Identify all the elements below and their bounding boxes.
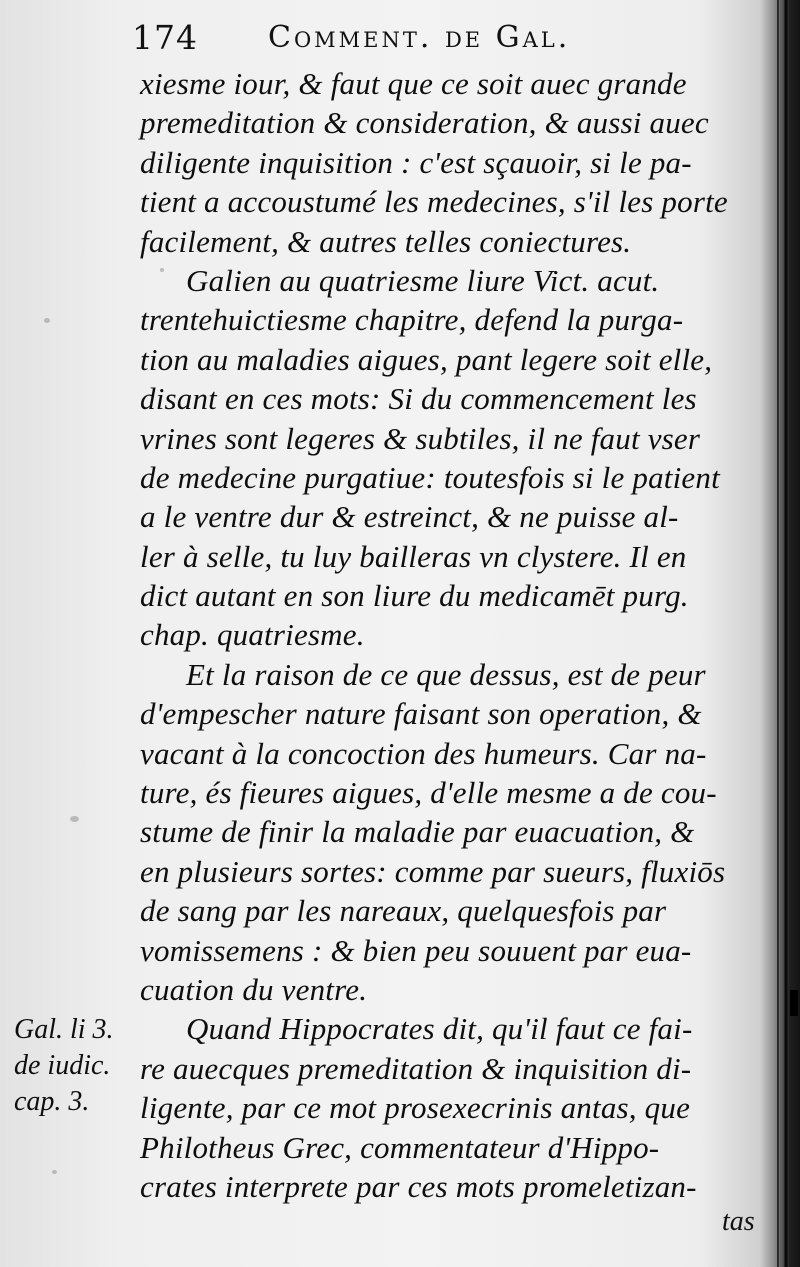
text-line: en plusieurs sortes: comme par sueurs, fluxiōs	[140, 853, 726, 889]
text-line: dict autant en son liure du medicamēt purg.	[140, 578, 689, 614]
text-line: facilement, & autres telles coniectures.	[140, 223, 632, 259]
marginal-note-line: de iudic.	[14, 1050, 111, 1081]
paragraph-start-line: Galien au quatriesme liure Vict. acut.	[186, 262, 660, 298]
text-line: ler à selle, tu luy bailleras vn clystere. Il en	[140, 538, 687, 574]
text-line: chap. quatriesme.	[140, 617, 365, 653]
page-number: 174	[132, 18, 198, 57]
text-line: vacant à la concoction des humeurs. Car na-	[140, 735, 707, 771]
text-line: re auecques premeditation & inquisition di-	[140, 1050, 692, 1086]
paragraph-start-line: Quand Hippocrates dit, qu'il faut ce fai-	[186, 1011, 693, 1047]
text-line: de sang par les nareaux, quelquesfois par	[140, 893, 667, 929]
text-line: de medecine purgatiue: toutesfois si le patient	[140, 459, 720, 495]
body-text	[140, 64, 770, 1206]
text-line: stume de finir la maladie par euacuation, &	[140, 814, 695, 850]
text-line: disant en ces mots: Si du commencement les	[140, 381, 697, 417]
text-line: tient a accoustumé les medecines, s'il les porte	[140, 184, 728, 220]
marginal-note	[14, 1012, 139, 1120]
text-line: ligente, par ce mot prosexecrinis antas, que	[140, 1090, 691, 1126]
text-line: diligente inquisition : c'est sçauoir, si le pa-	[140, 144, 692, 180]
text-line: vomissemens : & bien peu souuent par eua-	[140, 932, 692, 968]
text-line: tion au maladies aigues, pant legere soit elle,	[140, 341, 713, 377]
text-line: a le ventre dur & estreinct, & ne puisse al-	[140, 499, 679, 535]
text-line: trentehuictiesme chapitre, defend la purga-	[140, 302, 684, 338]
catchword: tas	[722, 1206, 755, 1237]
marginal-note-line: Gal. li 3.	[14, 1014, 114, 1045]
running-title: Comment. de Gal.	[268, 20, 571, 55]
text-line: xiesme iour, & faut que ce soit auec grande	[140, 66, 687, 101]
text-line: d'empescher nature faisant son operation, &	[140, 696, 702, 732]
paragraph-start-line: Et la raison de ce que dessus, est de peur	[186, 656, 706, 692]
text-line: premeditation & consideration, & aussi auec	[140, 105, 709, 141]
text-line: ture, és fieures aigues, d'elle mesme a de cou-	[140, 775, 717, 811]
running-header	[132, 16, 692, 56]
text-line: crates interprete par ces mots promeletizan-	[140, 1168, 697, 1204]
marginal-note-line: cap. 3.	[14, 1086, 90, 1117]
text-line: cuation du ventre.	[140, 971, 368, 1007]
text-line: Philotheus Grec, commentateur d'Hippo-	[140, 1129, 660, 1165]
text-line: vrines sont legeres & subtiles, il ne faut vser	[140, 420, 701, 456]
